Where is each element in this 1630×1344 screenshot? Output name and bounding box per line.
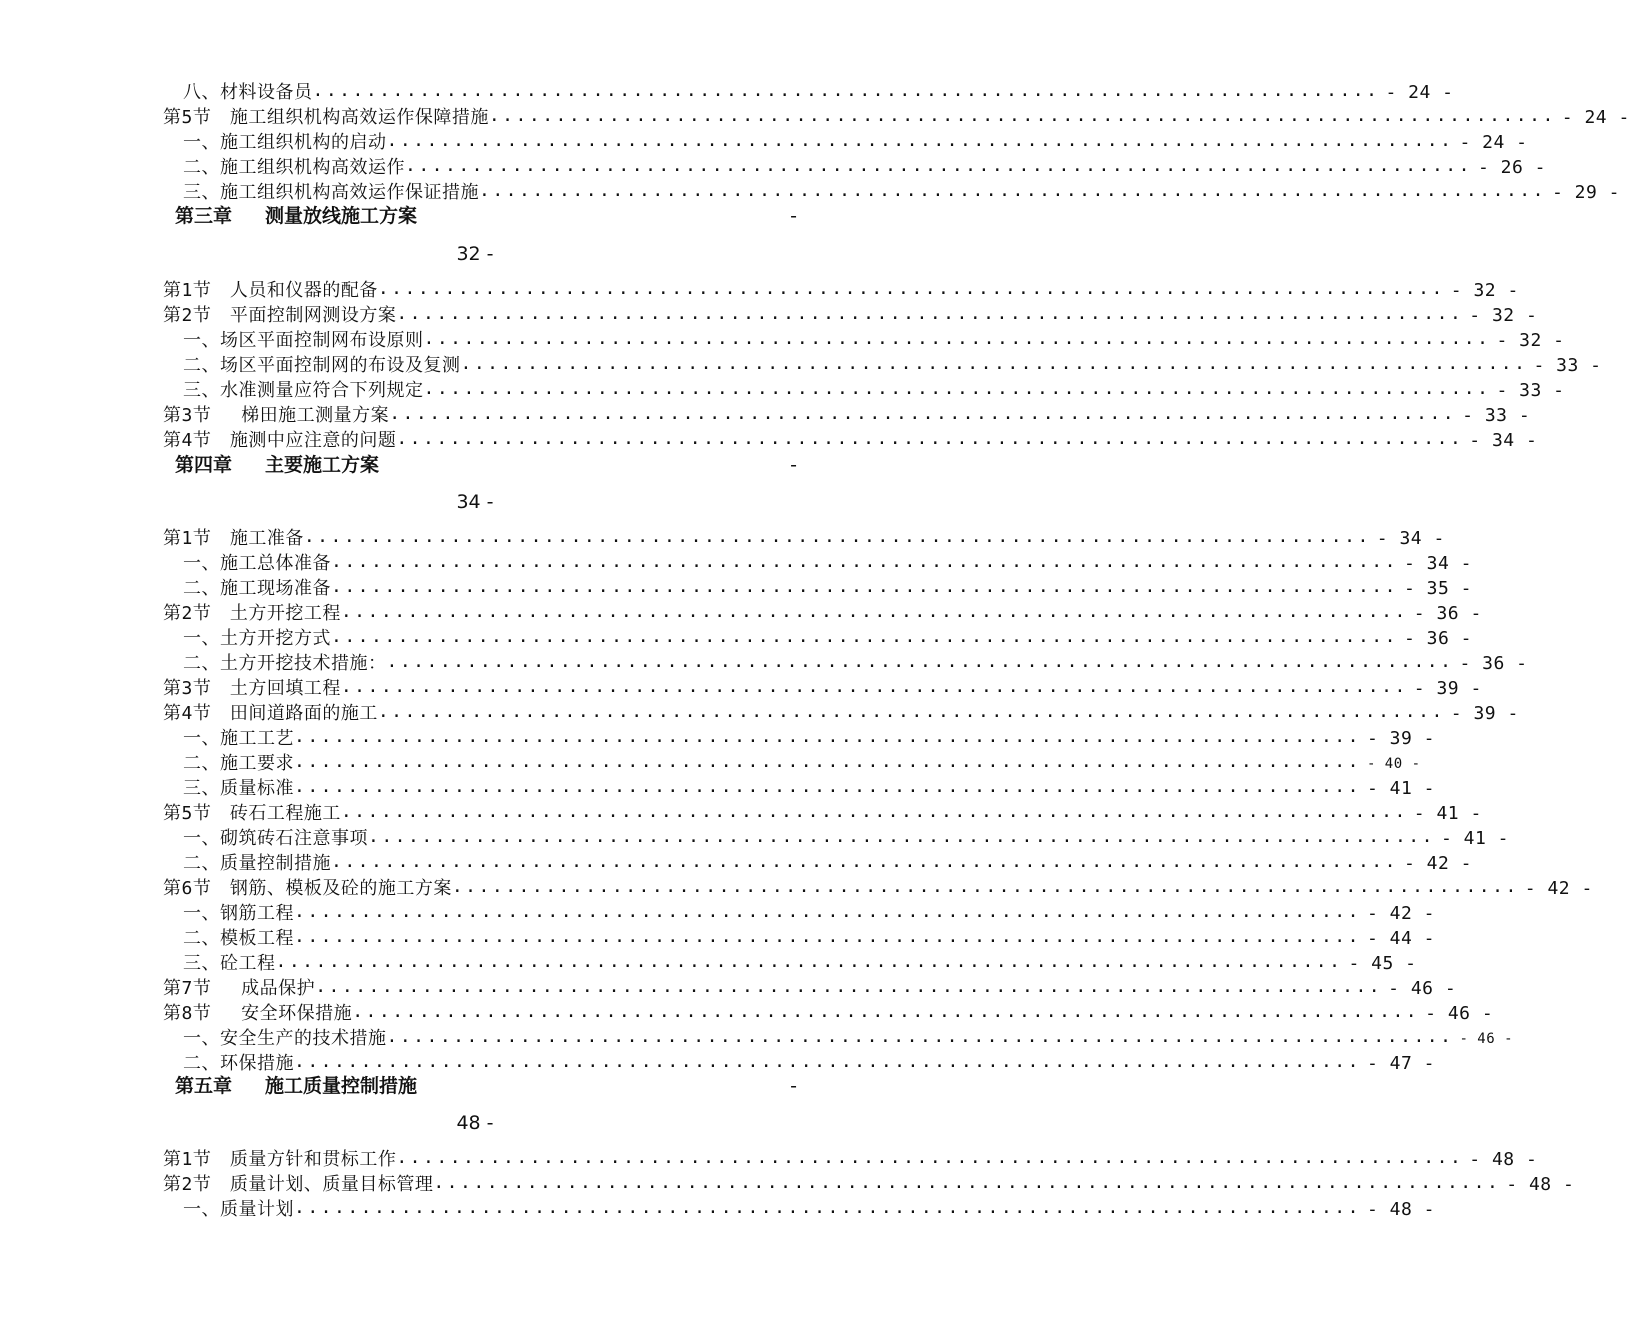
- toc-leader: ................................................................................: [423, 378, 1491, 399]
- toc-entry-label: 一、土方开挖方式: [183, 628, 331, 649]
- toc-entry[interactable]: [163, 876, 1593, 900]
- chapter-heading[interactable]: [175, 203, 805, 229]
- toc-entry-label: 第1节 质量方针和贯标工作: [163, 1149, 397, 1170]
- toc-entry-label: 一、施工工艺: [183, 728, 294, 749]
- toc-entry[interactable]: [163, 428, 1538, 452]
- toc-entry-label: 三、砼工程: [183, 953, 276, 974]
- toc-entry-page: - 24 -: [1561, 107, 1630, 128]
- toc-entry-label: 一、钢筋工程: [183, 903, 294, 924]
- toc-entry-page: - 42 -: [1366, 903, 1435, 924]
- toc-entry-label: 二、模板工程: [183, 928, 294, 949]
- toc-entry-page: - 41 -: [1413, 803, 1482, 824]
- toc-entry-label: 二、施工要求: [183, 753, 294, 774]
- toc-entry-label: 一、砌筑砖石注意事项: [183, 828, 368, 849]
- toc-entry-page: - 45 -: [1348, 953, 1417, 974]
- chapter-dash: -: [790, 454, 797, 476]
- toc-entry[interactable]: [163, 1001, 1494, 1025]
- toc-entry[interactable]: [163, 1051, 1435, 1075]
- chapter-page: 48 -: [456, 1112, 494, 1134]
- toc-entry[interactable]: [163, 403, 1531, 427]
- toc-entry[interactable]: [163, 1147, 1538, 1171]
- toc-leader: ................................................................................: [377, 278, 1445, 299]
- toc-entry[interactable]: [163, 801, 1482, 825]
- toc-entry-label: 一、质量计划: [183, 1199, 294, 1220]
- toc-entry-page: - 32 -: [1496, 330, 1565, 351]
- toc-entry[interactable]: [163, 1026, 1514, 1050]
- chapter-page: 34 -: [456, 491, 494, 513]
- toc-entry-label: 第5节 砖石工程施工: [163, 803, 341, 824]
- toc-entry-page: - 32 -: [1469, 305, 1538, 326]
- toc-entry-page: - 34 -: [1376, 528, 1445, 549]
- chapter-number: 第五章: [175, 1075, 233, 1097]
- toc-leader: ................................................................................: [386, 1026, 1454, 1047]
- toc-leader: ................................................................................: [396, 303, 1464, 324]
- toc-entry-label: 二、施工组织机构高效运作: [183, 157, 405, 178]
- toc-entry-label: 一、安全生产的技术措施: [183, 1028, 387, 1049]
- toc-entry[interactable]: [163, 1172, 1575, 1196]
- toc-entry[interactable]: [163, 278, 1519, 302]
- toc-leader: ................................................................................: [340, 801, 1408, 822]
- toc-entry-label: 二、质量控制措施: [183, 853, 331, 874]
- toc-entry-label: 二、场区平面控制网的布设及复测: [183, 355, 461, 376]
- toc-leader: ................................................................................: [386, 130, 1454, 151]
- toc-entry-label: 第2节 平面控制网测设方案: [163, 305, 397, 326]
- toc-entry-page: - 46 -: [1459, 1031, 1514, 1047]
- toc-entry-label: 八、材料设备员: [183, 82, 313, 103]
- toc-entry[interactable]: [163, 1197, 1435, 1221]
- toc-leader: ................................................................................: [312, 80, 1380, 101]
- toc-entry[interactable]: [163, 180, 1620, 204]
- toc-entry[interactable]: [163, 328, 1565, 352]
- toc-leader: ................................................................................: [331, 551, 1398, 572]
- toc-entry-page: - 41 -: [1366, 778, 1435, 799]
- toc-leader: ................................................................................: [331, 576, 1398, 597]
- toc-entry-label: 二、施工现场准备: [183, 578, 331, 599]
- toc-entry-label: 三、施工组织机构高效运作保证措施: [183, 182, 479, 203]
- toc-entry[interactable]: [163, 303, 1538, 327]
- toc-entry[interactable]: [163, 826, 1509, 850]
- toc-entry-page: - 48 -: [1366, 1199, 1435, 1220]
- chapter-dash: -: [790, 1075, 797, 1097]
- chapter-number: 第三章: [175, 205, 233, 227]
- toc-entry[interactable]: [163, 626, 1472, 650]
- toc-entry[interactable]: [163, 130, 1528, 154]
- toc-entry-label: 第1节 施工准备: [163, 528, 304, 549]
- toc-entry-page: - 33 -: [1533, 355, 1602, 376]
- toc-leader: ................................................................................: [423, 328, 1491, 349]
- toc-leader: ................................................................................: [315, 976, 1383, 997]
- toc-entry-page: - 39 -: [1450, 703, 1519, 724]
- chapter-title: 测量放线施工方案: [265, 205, 418, 227]
- toc-leader: ................................................................................: [294, 1051, 1361, 1072]
- toc-entry-page: - 34 -: [1469, 430, 1538, 451]
- toc-entry[interactable]: [163, 776, 1435, 800]
- toc-entry-page: - 39 -: [1413, 678, 1482, 699]
- toc-entry-page: - 39 -: [1366, 728, 1435, 749]
- toc-entry-page: - 26 -: [1477, 157, 1546, 178]
- toc-entry-label: 第3节 土方回填工程: [163, 678, 341, 699]
- toc-entry-page: - 47 -: [1366, 1053, 1435, 1074]
- toc-leader: ................................................................................: [294, 726, 1361, 747]
- toc-entry[interactable]: [163, 676, 1482, 700]
- toc-leader: ................................................................................: [340, 676, 1408, 697]
- chapter-title: 主要施工方案: [265, 454, 380, 476]
- toc-entry[interactable]: [163, 951, 1417, 975]
- toc-leader: ................................................................................: [386, 651, 1454, 672]
- toc-entry-page: - 42 -: [1403, 853, 1472, 874]
- chapter-heading[interactable]: [175, 1073, 805, 1099]
- toc-entry-page: - 29 -: [1551, 182, 1620, 203]
- toc-entry-page: - 41 -: [1440, 828, 1509, 849]
- toc-entry-label: 第7节 成品保护: [163, 978, 316, 999]
- toc-entry-label: 三、水准测量应符合下列规定: [183, 380, 424, 401]
- toc-entry-label: 一、施工组织机构的启动: [183, 132, 387, 153]
- chapter-dash: -: [790, 205, 797, 227]
- toc-leader: ................................................................................: [460, 353, 1528, 374]
- toc-entry-label: 第8节 安全环保措施: [163, 1003, 353, 1024]
- chapter-heading[interactable]: [175, 452, 805, 478]
- toc-entry[interactable]: [163, 901, 1435, 925]
- toc-entry-label: 第3节 梯田施工测量方案: [163, 405, 390, 426]
- toc-entry-page: - 36 -: [1459, 653, 1528, 674]
- toc-leader: ................................................................................: [405, 155, 1472, 176]
- toc-entry[interactable]: [163, 105, 1630, 129]
- toc-entry-label: 一、施工总体准备: [183, 553, 331, 574]
- toc-leader: ................................................................................: [275, 951, 1343, 972]
- toc-entry-page: - 44 -: [1366, 928, 1435, 949]
- toc-entry-page: - 46 -: [1388, 978, 1457, 999]
- toc-entry-page: - 48 -: [1469, 1149, 1538, 1170]
- toc-entry-label: 第2节 质量计划、质量目标管理: [163, 1174, 434, 1195]
- toc-leader: ................................................................................: [433, 1172, 1501, 1193]
- toc-entry-page: - 24 -: [1385, 82, 1454, 103]
- chapter-title: 施工质量控制措施: [265, 1075, 418, 1097]
- toc-entry-page: - 40 -: [1366, 756, 1421, 772]
- toc-entry-label: 第2节 土方开挖工程: [163, 603, 341, 624]
- toc-entry-label: 一、场区平面控制网布设原则: [183, 330, 424, 351]
- toc-leader: ................................................................................: [368, 826, 1435, 847]
- toc-entry-page: - 32 -: [1450, 280, 1519, 301]
- toc-entry[interactable]: [163, 701, 1519, 725]
- toc-entry-label: 第6节 钢筋、模板及砼的施工方案: [163, 878, 452, 899]
- toc-leader: ................................................................................: [377, 701, 1445, 722]
- toc-entry-page: - 33 -: [1462, 405, 1531, 426]
- toc-entry-page: - 48 -: [1506, 1174, 1575, 1195]
- toc-entry-label: 二、环保措施: [183, 1053, 294, 1074]
- toc-leader: ................................................................................: [396, 428, 1464, 449]
- toc-entry[interactable]: [163, 851, 1472, 875]
- toc-entry-label: 三、质量标准: [183, 778, 294, 799]
- toc-entry-page: - 35 -: [1403, 578, 1472, 599]
- toc-leader: ................................................................................: [294, 1197, 1361, 1218]
- toc-leader: ................................................................................: [294, 776, 1361, 797]
- toc-leader: ................................................................................: [331, 626, 1398, 647]
- toc-leader: ................................................................................: [488, 105, 1556, 126]
- toc-leader: ................................................................................: [331, 851, 1398, 872]
- toc-leader: ................................................................................: [303, 526, 1371, 547]
- toc-leader: ................................................................................: [352, 1001, 1420, 1022]
- toc-entry-page: - 36 -: [1413, 603, 1482, 624]
- toc-entry[interactable]: [163, 976, 1457, 1000]
- toc-leader: ................................................................................: [396, 1147, 1464, 1168]
- toc-entry[interactable]: [163, 601, 1482, 625]
- toc-entry-label: 第4节 施测中应注意的问题: [163, 430, 397, 451]
- toc-leader: ................................................................................: [294, 751, 1361, 772]
- toc-leader: ................................................................................: [340, 601, 1408, 622]
- toc-entry[interactable]: [163, 751, 1421, 775]
- chapter-page: 32 -: [456, 243, 494, 265]
- toc-leader: ................................................................................: [451, 876, 1519, 897]
- toc-entry[interactable]: [163, 551, 1472, 575]
- toc-entry[interactable]: [163, 651, 1528, 675]
- toc-entry-page: - 33 -: [1496, 380, 1565, 401]
- toc-entry-label: 第4节 田间道路面的施工: [163, 703, 378, 724]
- toc-leader: ................................................................................: [389, 403, 1457, 424]
- toc-entry[interactable]: [163, 80, 1454, 104]
- chapter-number: 第四章: [175, 454, 233, 476]
- toc-entry[interactable]: [163, 155, 1546, 179]
- toc-entry[interactable]: [163, 526, 1445, 550]
- toc-entry[interactable]: [163, 926, 1435, 950]
- toc-entry-page: - 42 -: [1524, 878, 1593, 899]
- toc-entry-page: - 46 -: [1425, 1003, 1494, 1024]
- toc-entry[interactable]: [163, 353, 1602, 377]
- toc-entry[interactable]: [163, 576, 1472, 600]
- toc-entry-label: 二、土方开挖技术措施：: [183, 653, 387, 674]
- toc-leader: ................................................................................: [479, 180, 1546, 201]
- toc-entry-label: 第5节 施工组织机构高效运作保障措施: [163, 107, 489, 128]
- toc-leader: ................................................................................: [294, 901, 1361, 922]
- toc-entry-label: 第1节 人员和仪器的配备: [163, 280, 378, 301]
- toc-entry-page: - 34 -: [1403, 553, 1472, 574]
- toc-entry[interactable]: [163, 378, 1565, 402]
- toc-entry[interactable]: [163, 726, 1435, 750]
- toc-entry-page: - 24 -: [1459, 132, 1528, 153]
- toc-entry-page: - 36 -: [1403, 628, 1472, 649]
- toc-leader: ................................................................................: [294, 926, 1361, 947]
